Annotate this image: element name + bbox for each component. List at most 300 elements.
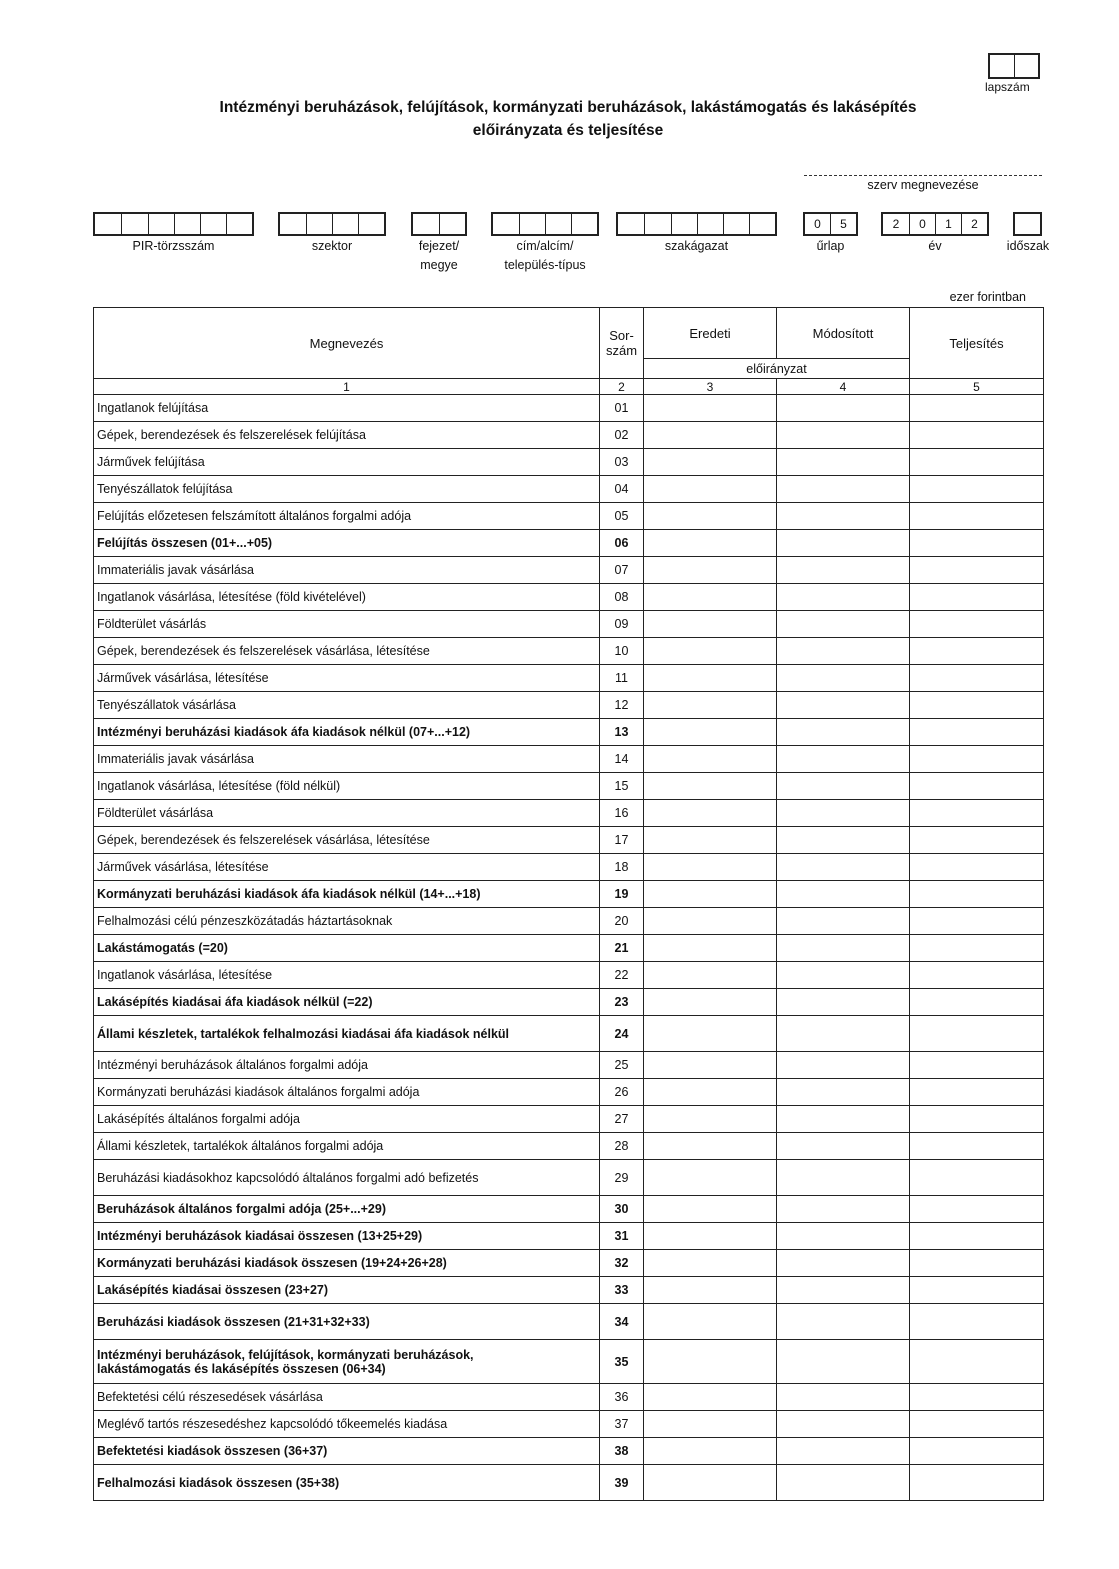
lapszam-cell[interactable] — [990, 55, 1015, 77]
header-teljesites: Teljesítés — [910, 308, 1044, 379]
row-number: 22 — [600, 962, 644, 989]
row-label — [94, 395, 600, 422]
row-label-text: Felújítás előzetesen felszámított általános forgalmi adója — [97, 509, 412, 523]
table-row — [94, 530, 1044, 557]
row-label — [94, 422, 600, 449]
row-label-text: Ingatlanok vásárlása, létesítése (föld kivételével) — [97, 590, 366, 604]
table-row — [94, 935, 1044, 962]
row-label-text: Immateriális javak vásárlása — [97, 752, 254, 766]
modositott-value-cell[interactable] — [777, 1223, 910, 1250]
teljesites-value-cell[interactable] — [910, 1304, 1044, 1340]
teljesites-value-cell[interactable] — [910, 503, 1044, 530]
row-label-text: Földterület vásárlása — [97, 806, 214, 820]
teljesites-value-cell[interactable] — [910, 1411, 1044, 1438]
teljesites-value-cell[interactable] — [910, 449, 1044, 476]
table-row — [94, 1196, 1044, 1223]
modositott-value-cell[interactable] — [777, 1411, 910, 1438]
szerv-name-line[interactable] — [804, 175, 1042, 176]
teljesites-value-cell[interactable] — [910, 800, 1044, 827]
modositott-value-cell[interactable] — [777, 395, 910, 422]
urlap-digit: 5 — [840, 217, 847, 231]
row-label — [94, 881, 600, 908]
row-label — [94, 449, 600, 476]
table-row — [94, 395, 1044, 422]
teljesites-value-cell[interactable] — [910, 746, 1044, 773]
eredeti-value-cell[interactable] — [644, 557, 777, 584]
eredeti-value-cell[interactable] — [644, 1133, 777, 1160]
row-label — [94, 1223, 600, 1250]
row-label-text: Immateriális javak vásárlása — [97, 563, 254, 577]
row-label-text: Befektetési kiadások összesen (36+37) — [97, 1444, 328, 1458]
modositott-value-cell[interactable] — [777, 422, 910, 449]
eredeti-value-cell[interactable] — [644, 773, 777, 800]
table-row — [94, 1250, 1044, 1277]
modositott-value-cell[interactable] — [777, 908, 910, 935]
eredeti-value-cell[interactable] — [644, 1052, 777, 1079]
table-row — [94, 773, 1044, 800]
row-number: 37 — [600, 1411, 644, 1438]
ev-digit: 1 — [936, 214, 962, 234]
table-row — [94, 1384, 1044, 1411]
row-number: 12 — [600, 692, 644, 719]
row-label — [94, 1411, 600, 1438]
modositott-value-cell[interactable] — [777, 827, 910, 854]
code-cell[interactable] — [618, 214, 645, 234]
eredeti-value-cell[interactable] — [644, 1304, 777, 1340]
row-label — [94, 530, 600, 557]
teljesites-value-cell[interactable] — [910, 1223, 1044, 1250]
teljesites-value-cell[interactable] — [910, 1016, 1044, 1052]
teljesites-value-cell[interactable] — [910, 611, 1044, 638]
row-label-text: Beruházási kiadásokhoz kapcsolódó általános forgalmi adó befizetés — [97, 1170, 479, 1185]
code-cell[interactable] — [333, 214, 359, 234]
modositott-value-cell[interactable] — [777, 503, 910, 530]
eredeti-value-cell[interactable] — [644, 1106, 777, 1133]
row-number: 06 — [600, 530, 644, 557]
eredeti-value-cell[interactable] — [644, 1340, 777, 1384]
row-label-text: Befektetési célú részesedések vásárlása — [97, 1390, 323, 1404]
cim-label — [481, 237, 609, 275]
table-row — [94, 611, 1044, 638]
modositott-value-cell[interactable] — [777, 1250, 910, 1277]
row-label — [94, 719, 600, 746]
modositott-value-cell[interactable] — [777, 1304, 910, 1340]
row-number: 13 — [600, 719, 644, 746]
row-number: 08 — [600, 584, 644, 611]
row-label — [94, 503, 600, 530]
title-line-2: előirányzata és teljesítése — [472, 122, 664, 139]
row-label-text: Gépek, berendezések és felszerelések vásárlása, létesítése — [97, 644, 430, 658]
row-label — [94, 1340, 600, 1384]
main-table — [93, 307, 1044, 1501]
code-cell[interactable] — [413, 214, 440, 234]
urlap-label: űrlap — [816, 239, 845, 253]
teljesites-value-cell[interactable] — [910, 1465, 1044, 1501]
row-label — [94, 962, 600, 989]
row-number: 04 — [600, 476, 644, 503]
eredeti-value-cell[interactable] — [644, 1250, 777, 1277]
eredeti-value-cell[interactable] — [644, 503, 777, 530]
row-number: 38 — [600, 1438, 644, 1465]
modositott-value-cell[interactable] — [777, 692, 910, 719]
teljesites-value-cell[interactable] — [910, 827, 1044, 854]
code-cell[interactable] — [280, 214, 307, 234]
row-label-text: Ingatlanok vásárlása, létesítése — [97, 968, 273, 982]
cim-label-line-1: cím/alcím/ — [516, 239, 574, 253]
row-number: 05 — [600, 503, 644, 530]
teljesites-value-cell[interactable] — [910, 962, 1044, 989]
row-label-text: Járművek vásárlása, létesítése — [97, 671, 269, 685]
row-number: 21 — [600, 935, 644, 962]
eredeti-value-cell[interactable] — [644, 1223, 777, 1250]
teljesites-value-cell[interactable] — [910, 476, 1044, 503]
teljesites-value-cell[interactable] — [910, 665, 1044, 692]
eredeti-value-cell[interactable] — [644, 1277, 777, 1304]
row-label-text: Gépek, berendezések és felszerelések vásárlása, létesítése — [97, 833, 430, 847]
title-line-1: Intézményi beruházások, felújítások, kormányzati beruházások, lakástámogatás és lakásépítés — [219, 99, 917, 116]
fejezet-label-line-1: fejezet/ — [418, 239, 460, 253]
row-label-text: Földterület vásárlás — [97, 617, 207, 631]
header-modositott: Módosított — [777, 308, 910, 359]
code-cell[interactable] — [493, 214, 520, 234]
row-label — [94, 557, 600, 584]
form-title — [0, 96, 1119, 142]
lapszam-cell[interactable] — [1015, 55, 1039, 77]
row-number: 34 — [600, 1304, 644, 1340]
fejezet-label — [399, 237, 479, 275]
code-cell[interactable] — [175, 214, 201, 234]
table-row — [94, 1133, 1044, 1160]
teljesites-value-cell[interactable] — [910, 773, 1044, 800]
modositott-value-cell[interactable] — [777, 1160, 910, 1196]
teljesites-value-cell[interactable] — [910, 881, 1044, 908]
eredeti-value-cell[interactable] — [644, 1465, 777, 1501]
row-number: 19 — [600, 881, 644, 908]
row-label — [94, 476, 600, 503]
teljesites-value-cell[interactable] — [910, 989, 1044, 1016]
modositott-value-cell[interactable] — [777, 935, 910, 962]
teljesites-value-cell[interactable] — [910, 1340, 1044, 1384]
modositott-value-cell[interactable] — [777, 1340, 910, 1384]
modositott-value-cell[interactable] — [777, 1079, 910, 1106]
row-number: 36 — [600, 1384, 644, 1411]
table-row — [94, 989, 1044, 1016]
row-label — [94, 773, 600, 800]
lapszam-box[interactable] — [988, 53, 1040, 79]
row-label-text: Kormányzati beruházási kiadások összesen (19+24+26+28) — [97, 1256, 447, 1270]
row-label — [94, 1277, 600, 1304]
modositott-value-cell[interactable] — [777, 1016, 910, 1052]
cim-label-line-2: település-típus — [504, 258, 586, 272]
row-number: 07 — [600, 557, 644, 584]
eredeti-value-cell[interactable] — [644, 611, 777, 638]
row-label-text: Felhalmozási kiadások összesen (35+38) — [97, 1475, 340, 1490]
code-cell[interactable] — [750, 214, 775, 234]
row-label — [94, 800, 600, 827]
row-label — [94, 1079, 600, 1106]
modositott-value-cell[interactable] — [777, 1465, 910, 1501]
unit-label: ezer forintban — [949, 290, 1026, 304]
teljesites-value-cell[interactable] — [910, 557, 1044, 584]
teljesites-value-cell[interactable] — [910, 1196, 1044, 1223]
table-row — [94, 800, 1044, 827]
ev-digit: 2 — [971, 217, 978, 231]
row-number: 39 — [600, 1465, 644, 1501]
eredeti-value-cell[interactable] — [644, 395, 777, 422]
table-row — [94, 854, 1044, 881]
table-row — [94, 665, 1044, 692]
code-cell[interactable] — [572, 214, 597, 234]
eredeti-value-cell[interactable] — [644, 1160, 777, 1196]
table-row — [94, 476, 1044, 503]
urlap-code-boxes — [803, 212, 858, 236]
table-row — [94, 449, 1044, 476]
teljesites-value-cell[interactable] — [910, 1250, 1044, 1277]
row-number: 32 — [600, 1250, 644, 1277]
code-cell[interactable] — [149, 214, 175, 234]
row-number: 11 — [600, 665, 644, 692]
modositott-value-cell[interactable] — [777, 611, 910, 638]
modositott-value-cell[interactable] — [777, 530, 910, 557]
ev-digit: 2 — [883, 214, 910, 234]
row-label — [94, 665, 600, 692]
code-cell[interactable] — [227, 214, 252, 234]
fejezet-code-boxes[interactable] — [411, 212, 467, 236]
row-label-text: Lakástámogatás (=20) — [97, 941, 228, 955]
row-label-text: Tenyészállatok vásárlása — [97, 698, 236, 712]
eredeti-value-cell[interactable] — [644, 854, 777, 881]
row-label-text: Meglévő tartós részesedéshez kapcsolódó tőkeemelés kiadása — [97, 1417, 448, 1431]
modositott-value-cell[interactable] — [777, 449, 910, 476]
row-label-text: Kormányzati beruházási kiadások áfa kiadások nélkül (14+...+18) — [97, 887, 481, 901]
row-label-text: Gépek, berendezések és felszerelések felújítása — [97, 428, 366, 442]
szakagazat-code-boxes[interactable] — [616, 212, 777, 236]
row-label-text: Intézményi beruházások általános forgalmi adója — [97, 1058, 368, 1072]
teljesites-value-cell[interactable] — [910, 530, 1044, 557]
teljesites-value-cell[interactable] — [910, 908, 1044, 935]
row-label — [94, 1133, 600, 1160]
eredeti-value-cell[interactable] — [644, 1079, 777, 1106]
teljesites-value-cell[interactable] — [910, 1079, 1044, 1106]
row-label — [94, 1052, 600, 1079]
modositott-value-cell[interactable] — [777, 1196, 910, 1223]
row-label-text: Intézményi beruházások, felújítások, kormányzati beruházások, — [97, 1347, 474, 1362]
row-label-text: Beruházási kiadások összesen (21+31+32+33) — [97, 1314, 370, 1329]
modositott-value-cell[interactable] — [777, 989, 910, 1016]
lapszam-label: lapszám — [985, 80, 1030, 94]
modositott-value-cell[interactable] — [777, 746, 910, 773]
row-label — [94, 989, 600, 1016]
row-label-text: Lakásépítés kiadásai áfa kiadások nélkül (=22) — [97, 995, 373, 1009]
eredeti-value-cell[interactable] — [644, 827, 777, 854]
modositott-value-cell[interactable] — [777, 476, 910, 503]
teljesites-value-cell[interactable] — [910, 1106, 1044, 1133]
code-cell[interactable] — [95, 214, 122, 234]
col-number: 1 — [94, 379, 600, 395]
row-label-text: Intézményi beruházások kiadásai összesen (13+25+29) — [97, 1229, 423, 1243]
idoszak-label: időszak — [1006, 239, 1050, 253]
pir-code-boxes[interactable] — [93, 212, 254, 236]
eredeti-value-cell[interactable] — [644, 584, 777, 611]
row-number: 17 — [600, 827, 644, 854]
idoszak-code-box[interactable] — [1013, 212, 1042, 236]
col-number: 2 — [600, 379, 644, 395]
teljesites-value-cell[interactable] — [910, 854, 1044, 881]
eredeti-value-cell[interactable] — [644, 908, 777, 935]
eredeti-value-cell[interactable] — [644, 746, 777, 773]
eredeti-value-cell[interactable] — [644, 881, 777, 908]
row-number: 18 — [600, 854, 644, 881]
eredeti-value-cell[interactable] — [644, 449, 777, 476]
row-number: 24 — [600, 1016, 644, 1052]
row-label — [94, 1250, 600, 1277]
row-label — [94, 1438, 600, 1465]
table-row — [94, 1079, 1044, 1106]
row-label — [94, 638, 600, 665]
modositott-value-cell[interactable] — [777, 962, 910, 989]
code-cell[interactable] — [520, 214, 546, 234]
ev-digit: 0 — [910, 214, 936, 234]
eredeti-value-cell[interactable] — [644, 935, 777, 962]
row-label — [94, 1106, 600, 1133]
code-cell[interactable] — [546, 214, 572, 234]
modositott-value-cell[interactable] — [777, 1384, 910, 1411]
teljesites-value-cell[interactable] — [910, 1438, 1044, 1465]
modositott-value-cell[interactable] — [777, 1133, 910, 1160]
modositott-value-cell[interactable] — [777, 800, 910, 827]
row-label — [94, 1160, 600, 1196]
row-label — [94, 1465, 600, 1501]
code-cell[interactable] — [724, 214, 750, 234]
modositott-value-cell[interactable] — [777, 584, 910, 611]
modositott-value-cell[interactable] — [777, 719, 910, 746]
modositott-value-cell[interactable] — [777, 881, 910, 908]
row-label-text: Kormányzati beruházási kiadások általános forgalmi adója — [97, 1085, 420, 1099]
teljesites-value-cell[interactable] — [910, 1052, 1044, 1079]
eredeti-value-cell[interactable] — [644, 1196, 777, 1223]
row-label — [94, 854, 600, 881]
modositott-value-cell[interactable] — [777, 638, 910, 665]
header-sorszam-line-1: Sor- — [609, 328, 634, 343]
teljesites-value-cell[interactable] — [910, 935, 1044, 962]
eredeti-value-cell[interactable] — [644, 692, 777, 719]
header-megnevezes: Megnevezés — [94, 308, 600, 379]
row-label — [94, 827, 600, 854]
row-label-text: Tenyészállatok felújítása — [97, 482, 233, 496]
row-number: 23 — [600, 989, 644, 1016]
modositott-value-cell[interactable] — [777, 854, 910, 881]
code-cell[interactable] — [307, 214, 333, 234]
eredeti-value-cell[interactable] — [644, 476, 777, 503]
eredeti-value-cell[interactable] — [644, 638, 777, 665]
table-row — [94, 1411, 1044, 1438]
table-row — [94, 962, 1044, 989]
teljesites-value-cell[interactable] — [910, 395, 1044, 422]
code-cell[interactable] — [122, 214, 149, 234]
teljesites-value-cell[interactable] — [910, 692, 1044, 719]
row-label-text: Ingatlanok vásárlása, létesítése (föld nélkül) — [97, 779, 341, 793]
szerv-name-label: szerv megnevezése — [867, 178, 979, 192]
code-cell[interactable] — [1015, 214, 1040, 234]
eredeti-value-cell[interactable] — [644, 665, 777, 692]
table-row — [94, 1340, 1044, 1384]
code-cell[interactable] — [201, 214, 227, 234]
modositott-value-cell[interactable] — [777, 1438, 910, 1465]
code-cell[interactable] — [672, 214, 698, 234]
eredeti-value-cell[interactable] — [644, 962, 777, 989]
eredeti-value-cell[interactable] — [644, 1438, 777, 1465]
eredeti-value-cell[interactable] — [644, 1411, 777, 1438]
row-number: 02 — [600, 422, 644, 449]
code-cell[interactable] — [359, 214, 384, 234]
code-cell[interactable] — [645, 214, 672, 234]
row-number: 15 — [600, 773, 644, 800]
row-label — [94, 692, 600, 719]
teljesites-value-cell[interactable] — [910, 1384, 1044, 1411]
cim-code-boxes[interactable] — [491, 212, 599, 236]
row-number: 03 — [600, 449, 644, 476]
teljesites-value-cell[interactable] — [910, 719, 1044, 746]
modositott-value-cell[interactable] — [777, 665, 910, 692]
table-row — [94, 557, 1044, 584]
fejezet-label-line-2: megye — [420, 258, 458, 272]
row-label — [94, 584, 600, 611]
row-label-text: Felújítás összesen (01+...+05) — [97, 536, 273, 550]
teljesites-value-cell[interactable] — [910, 638, 1044, 665]
row-label-text: Felhalmozási célú pénzeszközátadás háztartásoknak — [97, 914, 393, 928]
ev-label: év — [928, 239, 942, 253]
eredeti-value-cell[interactable] — [644, 422, 777, 449]
teljesites-value-cell[interactable] — [910, 1160, 1044, 1196]
row-number: 27 — [600, 1106, 644, 1133]
row-label — [94, 746, 600, 773]
teljesites-value-cell[interactable] — [910, 584, 1044, 611]
teljesites-value-cell[interactable] — [910, 422, 1044, 449]
modositott-value-cell[interactable] — [777, 1106, 910, 1133]
modositott-value-cell[interactable] — [777, 773, 910, 800]
row-label — [94, 908, 600, 935]
code-cell[interactable] — [698, 214, 724, 234]
table-row — [94, 1465, 1044, 1501]
row-number: 29 — [600, 1160, 644, 1196]
teljesites-value-cell[interactable] — [910, 1277, 1044, 1304]
eredeti-value-cell[interactable] — [644, 800, 777, 827]
col-number: 4 — [777, 379, 910, 395]
eredeti-value-cell[interactable] — [644, 530, 777, 557]
table-row — [94, 881, 1044, 908]
table-row — [94, 719, 1044, 746]
modositott-value-cell[interactable] — [777, 1052, 910, 1079]
header-eloiranyzat: előirányzat — [644, 359, 910, 379]
header-sorszam-line-2: szám — [605, 343, 638, 358]
table-row — [94, 1304, 1044, 1340]
eredeti-value-cell[interactable] — [644, 989, 777, 1016]
modositott-value-cell[interactable] — [777, 557, 910, 584]
code-cell[interactable] — [440, 214, 465, 234]
teljesites-value-cell[interactable] — [910, 1133, 1044, 1160]
row-label — [94, 1016, 600, 1052]
szektor-code-boxes[interactable] — [278, 212, 386, 236]
row-label-text: Állami készletek, tartalékok általános forgalmi adója — [97, 1139, 384, 1153]
table-row — [94, 1277, 1044, 1304]
modositott-value-cell[interactable] — [777, 1277, 910, 1304]
eredeti-value-cell[interactable] — [644, 719, 777, 746]
eredeti-value-cell[interactable] — [644, 1384, 777, 1411]
table-row — [94, 1438, 1044, 1465]
eredeti-value-cell[interactable] — [644, 1016, 777, 1052]
row-label-text: lakástámogatás és lakásépítés összesen (06+34) — [97, 1361, 386, 1376]
table-row — [94, 503, 1044, 530]
